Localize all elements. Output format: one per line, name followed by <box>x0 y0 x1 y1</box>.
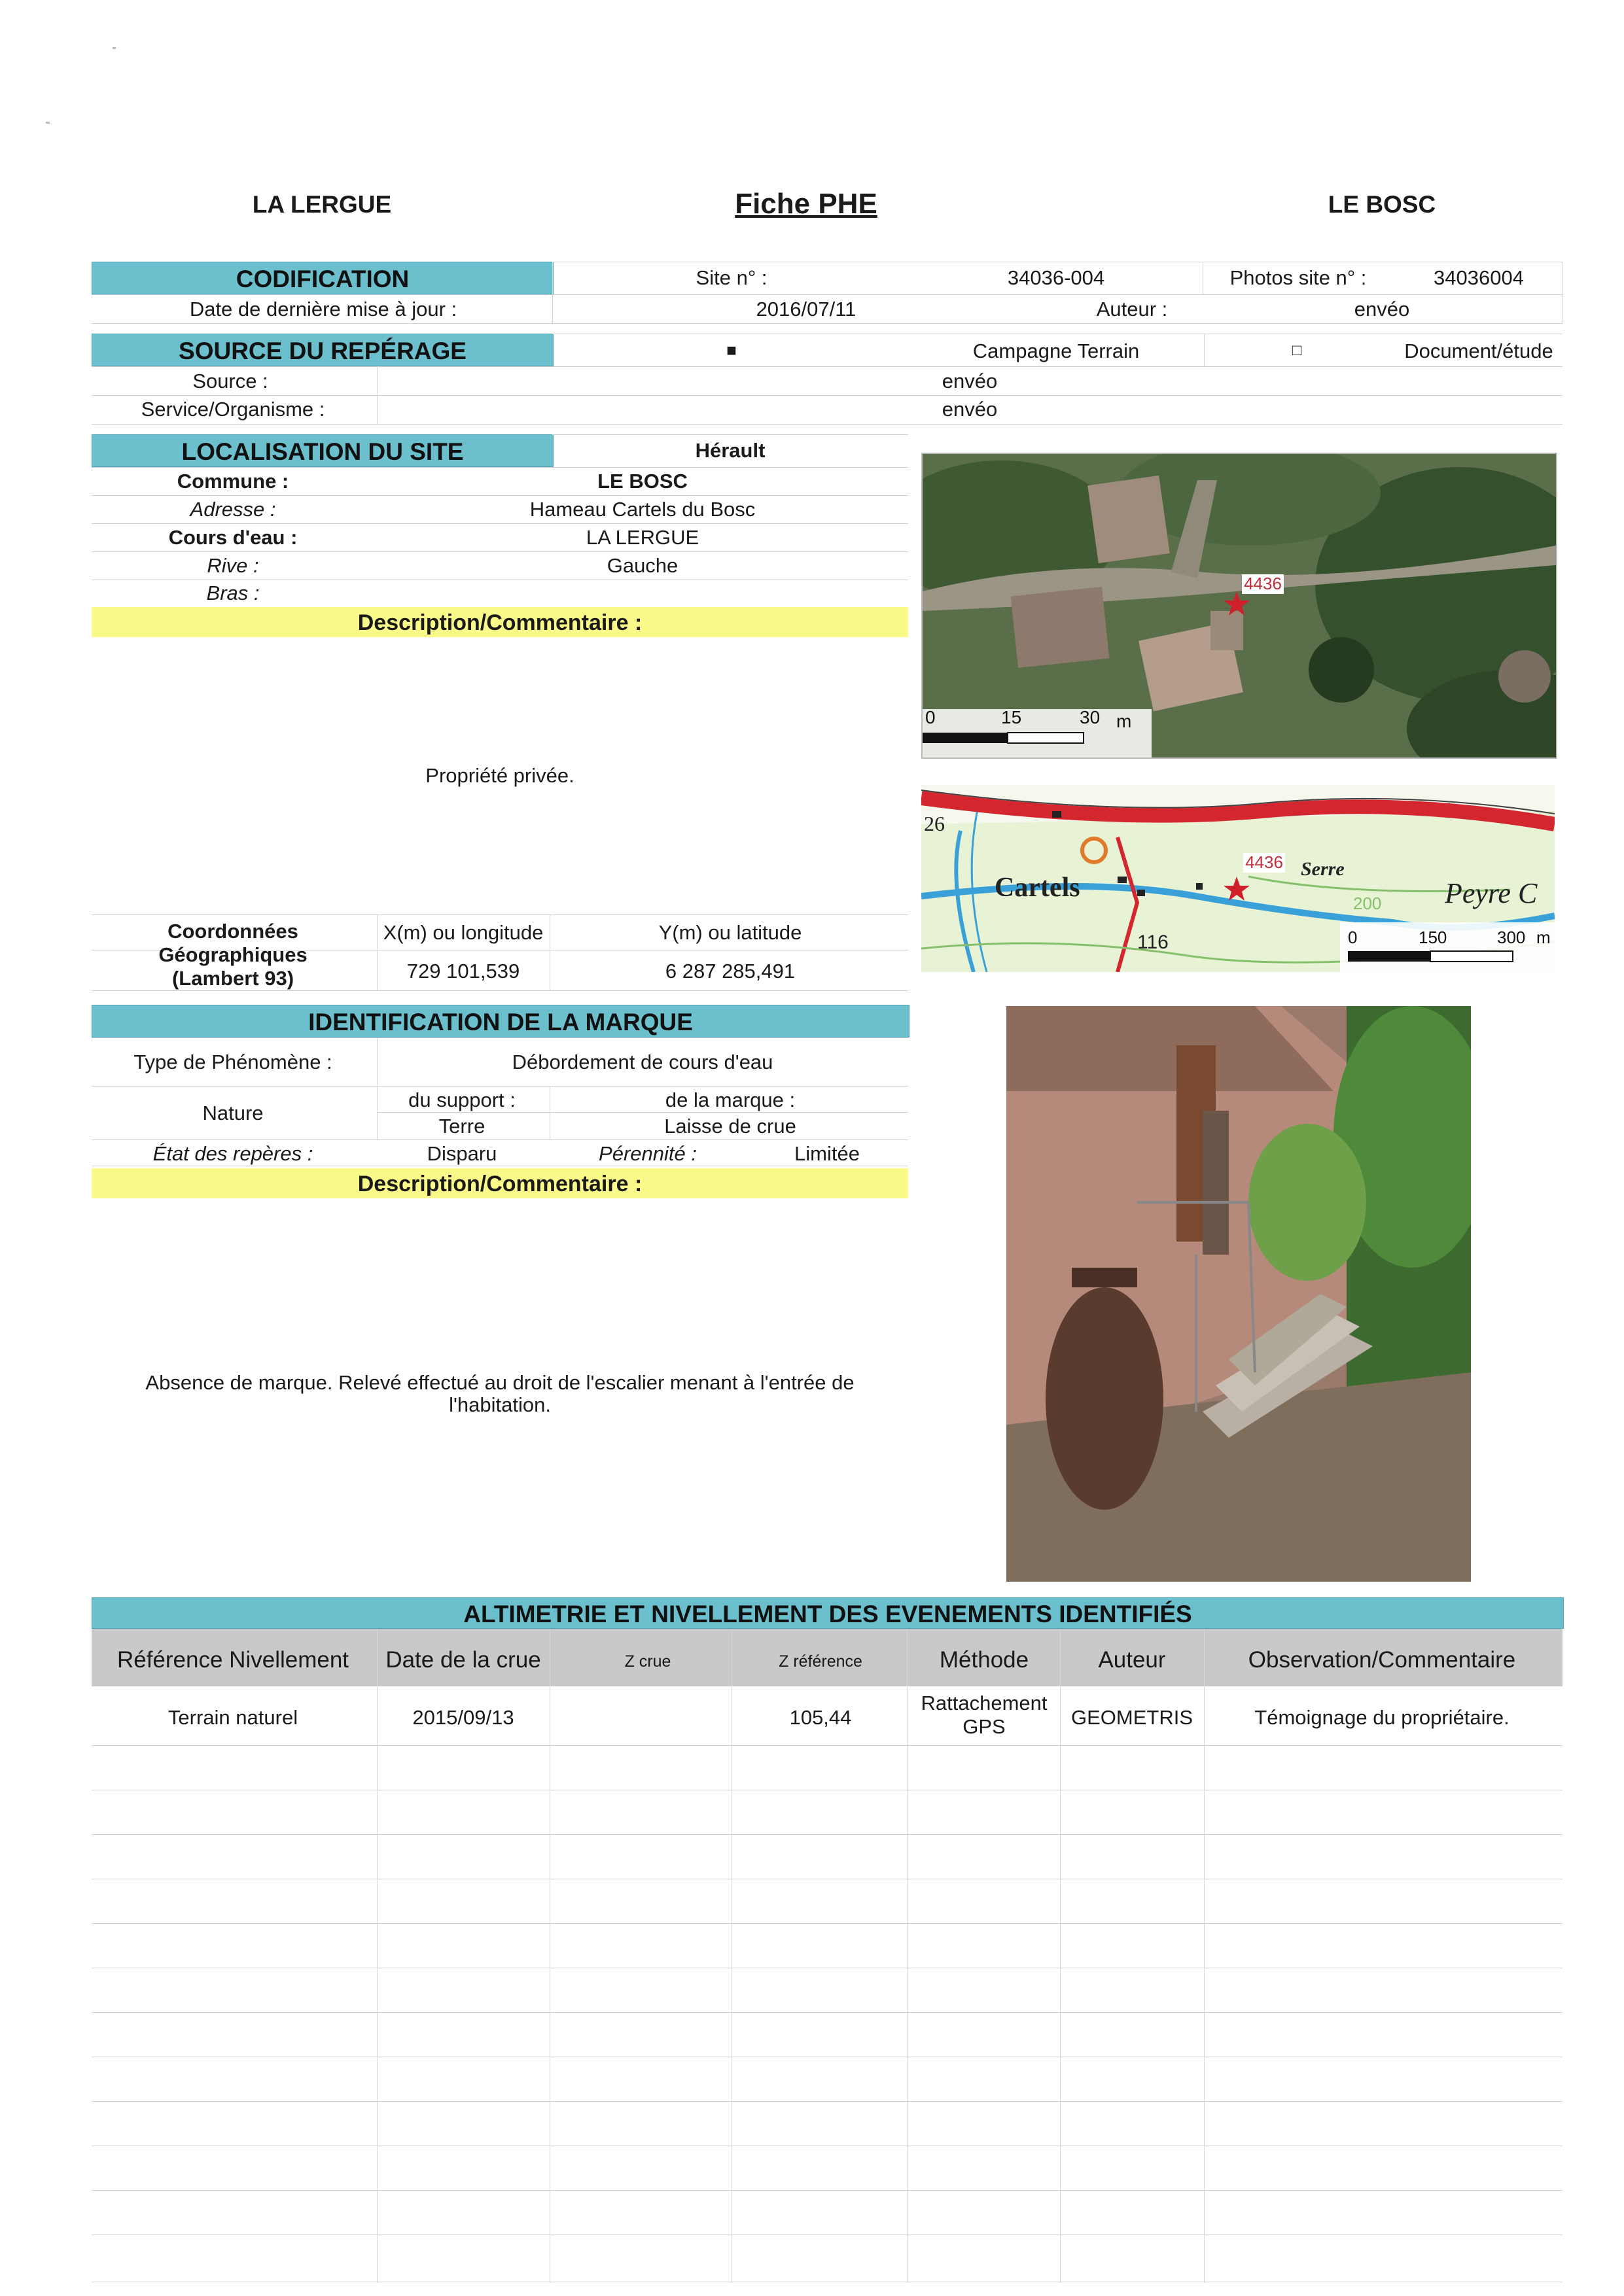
adresse-value: Hameau Cartels du Bosc <box>529 498 756 521</box>
topo-contour-200: 200 <box>1353 894 1382 913</box>
codification-header: CODIFICATION <box>92 262 554 294</box>
aerial-scale-30: 30 <box>1080 707 1101 727</box>
date-value: 2016/07/11 <box>756 298 856 321</box>
row-observation: Témoignage du propriétaire. <box>1254 1706 1509 1729</box>
row-methode-line2: GPS <box>962 1715 1006 1738</box>
y-value: 6 287 285,491 <box>665 960 796 983</box>
col-z-crue: Z crue <box>624 1652 671 1671</box>
service-label: Service/Organisme : <box>141 398 325 421</box>
site-value: 34036-004 <box>1007 266 1105 289</box>
row-reference: Terrain naturel <box>168 1706 298 1729</box>
altimetrie-header: ALTIMETRIE ET NIVELLEMENT DES EVENEMENTS IDENTIFIÉS <box>92 1597 1564 1629</box>
y-label: Y(m) ou latitude <box>658 921 802 944</box>
col-z-reference: Z référence <box>779 1652 862 1671</box>
col-reference: Référence Nivellement <box>116 1647 349 1673</box>
coord-label-line1: Coordonnées <box>168 920 298 943</box>
identification-desc-line2: l'habitation. <box>449 1393 551 1416</box>
localisation-desc-text: Propriété privée. <box>425 764 574 787</box>
topo-map <box>921 785 1555 972</box>
header-river: LA LERGUE <box>252 191 392 218</box>
topo-scale-150: 150 <box>1419 928 1447 947</box>
scan-speck <box>113 47 116 49</box>
row-auteur: GEOMETRIS <box>1070 1706 1193 1729</box>
topo-place-peyre: Peyre C <box>1445 877 1538 909</box>
identification-desc-line1: Absence de marque. Relevé effectué au droit de l'escalier menant à l'entrée de <box>145 1371 855 1394</box>
page-title: Fiche PHE <box>735 188 877 220</box>
cours-eau-label: Cours d'eau : <box>168 526 298 549</box>
identification-header: IDENTIFICATION DE LA MARQUE <box>92 1005 909 1037</box>
col-methode: Méthode <box>939 1647 1029 1673</box>
x-label: X(m) ou longitude <box>383 921 544 944</box>
rive-label: Rive : <box>207 554 259 577</box>
option-campagne-terrain: Campagne Terrain <box>972 339 1140 362</box>
col-auteur: Auteur <box>1098 1647 1166 1673</box>
source-header: SOURCE DU REPÉRAGE <box>92 334 554 366</box>
x-value: 729 101,539 <box>406 960 520 983</box>
col-observation: Observation/Commentaire <box>1248 1647 1516 1673</box>
topo-label-26: 26 <box>924 812 945 835</box>
perennite-value: Limitée <box>794 1142 860 1165</box>
aerial-photo-map <box>921 453 1557 759</box>
commune-label: Commune : <box>177 470 289 493</box>
service-value: envéo <box>942 398 998 421</box>
aerial-scale-unit: m <box>1116 711 1132 731</box>
col-date: Date de la crue <box>385 1647 541 1673</box>
coord-label-line3: (Lambert 93) <box>171 967 294 990</box>
topo-marker-label: 4436 <box>1245 852 1283 872</box>
localisation-header: LOCALISATION DU SITE <box>92 434 554 467</box>
row-methode-line1: Rattachement <box>921 1692 1048 1714</box>
aerial-marker-label: 4436 <box>1244 574 1282 593</box>
site-label: Site n° : <box>696 266 768 289</box>
header-commune: LE BOSC <box>1328 191 1436 218</box>
type-phenomene-label: Type de Phénomène : <box>133 1051 332 1073</box>
checkbox-document-unchecked: □ <box>1292 341 1302 359</box>
topo-scale-0: 0 <box>1348 928 1358 947</box>
identification-desc-header: Description/Commentaire : <box>92 1168 908 1198</box>
coord-label-line2: Géographiques <box>158 943 308 966</box>
auteur-value: envéo <box>1354 298 1410 321</box>
row-date: 2015/09/13 <box>412 1706 514 1729</box>
adresse-label: Adresse : <box>190 498 276 521</box>
topo-scale-unit: m <box>1536 928 1551 947</box>
type-phenomene-value: Débordement de cours d'eau <box>512 1051 773 1073</box>
source-label: Source : <box>192 370 268 392</box>
photos-label: Photos site n° : <box>1229 266 1367 289</box>
cours-eau-value: LA LERGUE <box>586 526 699 549</box>
topo-label-116: 116 <box>1137 931 1169 953</box>
aerial-scale-15: 15 <box>1001 707 1022 727</box>
photos-value: 34036004 <box>1434 266 1524 289</box>
topo-place-cartels: Cartels <box>995 873 1080 903</box>
marque-label: de la marque : <box>665 1088 796 1111</box>
etat-reperes-label: État des repères : <box>152 1142 313 1165</box>
topo-place-serre: Serre <box>1301 858 1345 880</box>
row-z-reference: 105,44 <box>789 1706 852 1729</box>
source-value: envéo <box>942 370 998 392</box>
auteur-label: Auteur : <box>1096 298 1168 321</box>
bras-label: Bras : <box>206 582 260 604</box>
etat-reperes-value: Disparu <box>427 1142 497 1165</box>
commune-value: LE BOSC <box>597 470 688 493</box>
date-label: Date de dernière mise à jour : <box>189 298 457 321</box>
checkbox-campagne-checked: ■ <box>726 340 737 360</box>
scan-speck <box>46 122 50 124</box>
localisation-desc-header: Description/Commentaire : <box>92 607 908 637</box>
nature-label: Nature <box>202 1102 264 1124</box>
perennite-label: Pérennité : <box>599 1142 697 1165</box>
topo-scale-300: 300 <box>1497 928 1526 947</box>
aerial-scale-0: 0 <box>925 707 936 727</box>
support-label: du support : <box>408 1088 516 1111</box>
marque-value: Laisse de crue <box>664 1115 796 1138</box>
support-value: Terre <box>438 1115 485 1138</box>
rive-value: Gauche <box>607 554 679 577</box>
departement: Hérault <box>695 439 766 462</box>
option-document-etude: Document/étude <box>1404 339 1553 362</box>
site-photo <box>1006 1006 1471 1582</box>
